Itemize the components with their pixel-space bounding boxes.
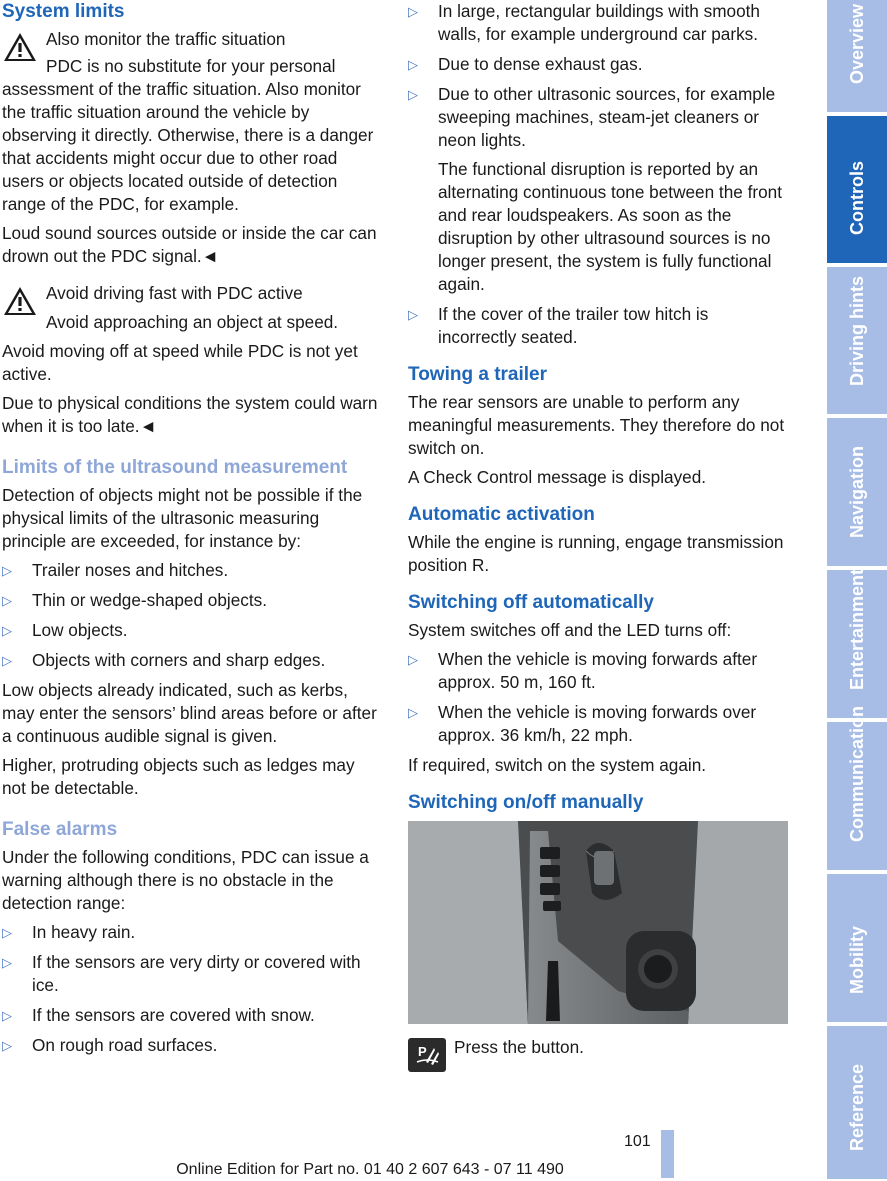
heading-false-alarms: False alarms [2, 819, 118, 840]
center-console-photo [408, 821, 788, 1024]
heading-limits-ultrasound: Limits of the ultrasound measurement [2, 457, 348, 478]
triangle-bullet-icon: ▷ [408, 4, 418, 19]
triangle-bullet-icon: ▷ [408, 705, 418, 720]
triangle-bullet-icon: ▷ [2, 653, 12, 668]
tab-driving-hints[interactable]: Driving hints [827, 267, 887, 414]
triangle-bullet-icon: ▷ [2, 925, 12, 940]
tab-navigation[interactable]: Navigation [827, 418, 887, 566]
warning-triangle-icon [2, 31, 38, 63]
list-false-alarms [2, 921, 380, 1057]
list-item: ▷ If the cover of the trailer tow hitch is incorrectly seated. [408, 304, 709, 347]
paragraph: The rear sensors are unable to perform any meaningful measurements. They therefore do not switch on. [408, 392, 785, 458]
list-item: ▷ If the sensors are covered with snow. [2, 1005, 315, 1025]
list-item: ▷ Trailer noses and hitches. [2, 560, 229, 580]
warning-triangle-icon [2, 285, 38, 317]
paragraph: Avoid moving off at speed while PDC is not yet active. [2, 341, 358, 384]
triangle-bullet-icon: ▷ [408, 57, 418, 72]
triangle-bullet-icon: ▷ [2, 623, 12, 638]
list-item: ▷ In large, rectangular buildings with smooth walls, for example underground car parks. [408, 1, 760, 44]
press-text: Press the button. [454, 1037, 584, 1057]
paragraph: Low objects already indicated, such as kerbs, may enter the sensors’ blind areas before or after a continuous audible signal is given. [2, 680, 377, 746]
heading-switch-off-auto: Switching off automatically [408, 592, 654, 613]
warning-title: Avoid driving fast with PDC active [46, 283, 303, 303]
list-item: ▷ Due to other ultrasonic sources, for example sweeping machines, steam-jet cleaners or neon lights. The functional disruption is reported by an alternating continuous tone between the front and rear loudspeakers. As soon as the disruption by other ultrasound sources is no longer present, the system is fully functional again. [408, 83, 788, 296]
list-item: ▷ When the vehicle is moving forwards after approx. 50 m, 160 ft. [408, 649, 758, 692]
list-item: ▷ Due to dense exhaust gas. [408, 54, 643, 74]
triangle-bullet-icon: ▷ [408, 652, 418, 667]
triangle-bullet-icon: ▷ [408, 87, 418, 102]
right-column [408, 0, 788, 1076]
svg-text:P: P [418, 1044, 427, 1059]
warning-body: PDC is no substitute for your personal assessment of the traffic situation. Also monitor the traffic situation around the vehicle by observing it directly. Otherwise, there is a danger that accidents might occur due to other road users or objects located outside of detection range of the PDC, for example. [2, 56, 374, 214]
press-button-instruction [408, 1036, 788, 1076]
heading-auto-activation: Automatic activation [408, 504, 595, 525]
paragraph: Detection of objects might not be possible if the physical limits of the ultrasonic measuring principle are exceeded, for instance by: [2, 485, 363, 551]
chapter-tabs [827, 0, 887, 1179]
left-column [2, 0, 380, 1064]
list-item: ▷ In heavy rain. [2, 922, 136, 942]
triangle-bullet-icon: ▷ [2, 955, 12, 970]
list-item: ▷ If the sensors are very dirty or covered with ice. [2, 952, 361, 995]
triangle-bullet-icon: ▷ [408, 307, 418, 322]
list-item: ▷ On rough road surfaces. [2, 1035, 218, 1055]
triangle-bullet-icon: ▷ [2, 1038, 12, 1053]
tab-reference[interactable]: Reference [827, 1026, 887, 1179]
tab-overview[interactable]: Overview [827, 0, 887, 112]
tab-controls[interactable]: Controls [827, 116, 887, 263]
heading-towing: Towing a trailer [408, 364, 548, 385]
pdc-button-icon[interactable] [408, 1038, 446, 1072]
warning-block-speed [2, 282, 380, 334]
tab-entertainment[interactable]: Entertainment [827, 570, 887, 718]
warning-block-traffic [2, 28, 380, 51]
paragraph: Due to physical conditions the system could warn when it is too late.◄ [2, 393, 378, 436]
heading-switch-manual: Switching on/off manually [408, 792, 644, 813]
tab-mobility[interactable]: Mobility [827, 874, 887, 1022]
page-number: 101 [624, 1133, 651, 1150]
center-console-illustration [408, 821, 788, 1024]
list-item: ▷ Low objects. [2, 620, 128, 640]
triangle-bullet-icon: ▷ [2, 1008, 12, 1023]
disruption-note: The functional disruption is reported by an alternating continuous tone between the front and rear loudspeakers. As soon as the disruption by other ultrasound sources is no longer present, the system is fully functional again. [438, 159, 782, 294]
list-switch-off [408, 648, 788, 747]
warning-title: Also monitor the traffic situation [46, 29, 286, 49]
paragraph: Under the following conditions, PDC can issue a warning although there is no obstacle in the detection range: [2, 847, 369, 913]
paragraph: Higher, protruding objects such as ledges may not be detectable. [2, 755, 355, 798]
paragraph: A Check Control message is displayed. [408, 467, 707, 487]
list-item: ▷ Thin or wedge-shaped objects. [2, 590, 268, 610]
list-item: ▷ When the vehicle is moving forwards over approx. 36 km/h, 22 mph. [408, 702, 757, 745]
tab-communication[interactable]: Communication [827, 722, 887, 870]
triangle-bullet-icon: ▷ [2, 593, 12, 608]
list-false-alarms-continued [408, 0, 788, 349]
list-item: ▷ Objects with corners and sharp edges. [2, 650, 326, 670]
paragraph: System switches off and the LED turns off: [408, 620, 732, 640]
triangle-bullet-icon: ▷ [2, 563, 12, 578]
paragraph: Loud sound sources outside or inside the car can drown out the PDC signal.◄ [2, 223, 377, 266]
paragraph: While the engine is running, engage transmission position R. [408, 532, 784, 575]
paragraph: If required, switch on the system again. [408, 755, 707, 775]
heading-system-limits: System limits [2, 1, 125, 22]
list-ultrasound-limits [2, 559, 380, 672]
warning-line: Avoid approaching an object at speed. [46, 312, 339, 332]
edition-footer: Online Edition for Part no. 01 40 2 607 643 - 07 11 490 [176, 1161, 564, 1178]
